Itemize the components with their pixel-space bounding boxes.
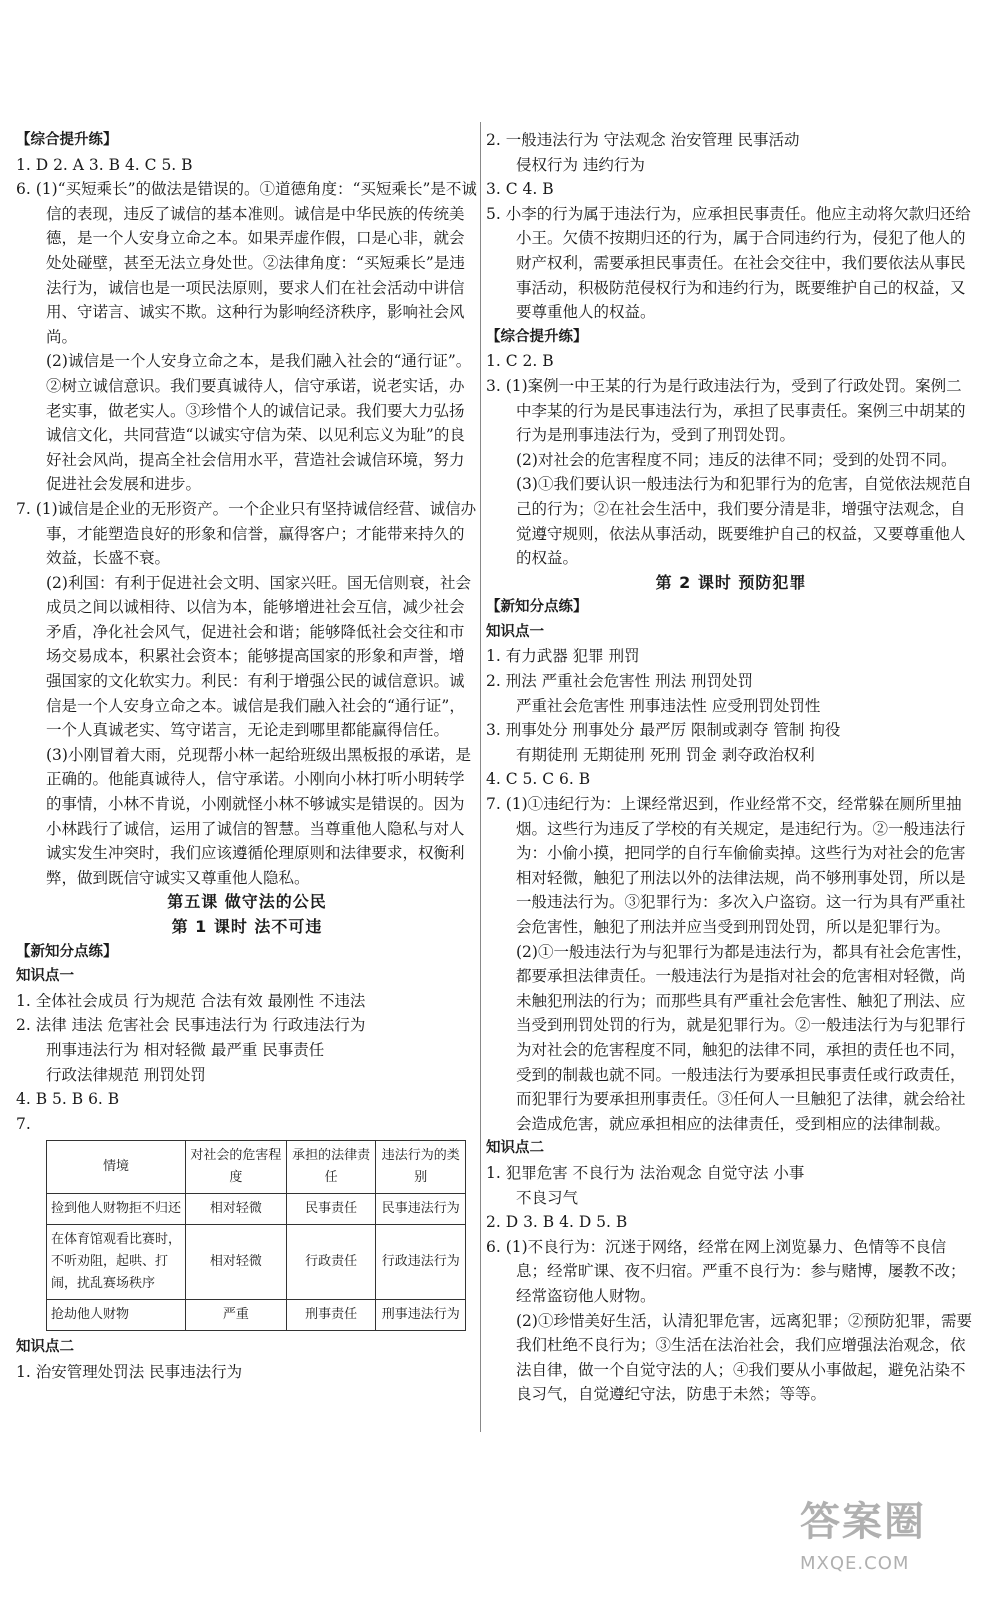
table-cell: 相对轻微 bbox=[186, 1225, 287, 1300]
knowledge-point-heading: 知识点二 bbox=[486, 1140, 544, 1157]
answer-line: 4. B 5. B 6. B bbox=[16, 1090, 120, 1109]
answer-line: 1. 治安管理处罚法 民事违法行为 bbox=[16, 1362, 243, 1381]
table-cell: 抢劫他人财物 bbox=[47, 1300, 186, 1331]
lesson-subtitle: 第 2 课时 预防犯罪 bbox=[655, 572, 807, 592]
answer-paragraph: (2)利国：有利于促进社会文明、国家兴旺。国无信则衰，社会成员之间以诚相待、以信为本，能够增进社会互信，减少社会矛盾，净化社会风气，促进社会和谐；能够降低社会交往和市场交易成本，积累社会资本；能够提高国家的形象和声誉，增强国家的文化软实力。利民：有利于增强公民的诚信意识。诚信是一个人安身立命之本。诚信是我们融入社会的“通行证”，一个人真诚老实、笃守诺言，无论走到哪里都能赢得信任。 bbox=[46, 573, 471, 740]
table-row bbox=[47, 1194, 466, 1225]
answer-line: 3. C 4. B bbox=[486, 180, 554, 199]
answer-line: 7. bbox=[16, 1114, 31, 1133]
answer-line: 严重社会危害性 刑事违法性 应受刑罚处罚性 bbox=[516, 696, 821, 715]
section-heading: 【综合提升练】 bbox=[486, 328, 588, 345]
watermark-logo-text: 答案圈 bbox=[800, 1499, 926, 1545]
answer-paragraph: (2)诚信是一个人安身立命之本，是我们融入社会的“通行证”。②树立诚信意识。我们要真诚待人，信守承诺，说老实话，办老实事，做老实人。③珍惜个人的诚信记录。我们要大力弘扬诚信文化，共同营造“以诚实守信为荣、以见利忘义为耻”的良好社会风尚，提高全社会信用水平，营造社会诚信环境，努力促进社会发展和进步。 bbox=[46, 352, 472, 494]
answer-line: 不良习气 bbox=[516, 1188, 579, 1207]
table-header: 对社会的危害程度 bbox=[186, 1141, 287, 1194]
table-header: 承担的法律责任 bbox=[286, 1141, 376, 1194]
answer-line: 1. 全体社会成员 行为规范 合法有效 最刚性 不违法 bbox=[16, 991, 366, 1010]
law-violation-table bbox=[46, 1140, 466, 1331]
table-row bbox=[47, 1300, 466, 1331]
answer-paragraph: 5. 小李的行为属于违法行为，应承担民事责任。他应主动将欠款归还给小王。欠债不按期归还的行为，属于合同违约行为，侵犯了他人的财产权利，需要承担民事责任。在社会交往中，我们要依法从事民事活动，积极防范侵权行为和违约行为，既要维护自己的权益，又要尊重他人的权益。 bbox=[486, 204, 971, 322]
table-cell: 刑事责任 bbox=[286, 1300, 376, 1331]
answer-paragraph: 6. (1)不良行为：沉迷于网络，经常在网上浏览暴力、色情等不良信息；经常旷课、夜不归宿。严重不良行为：参与赌博，屡教不改；经常盗窃他人财物。 bbox=[486, 1237, 966, 1305]
answer-paragraph: 7. (1)①违纪行为：上课经常迟到，作业经常不交，经常躲在厕所里抽烟。这些行为违反了学校的有关规定，是违纪行为。②一般违法行为：小偷小摸，把同学的自行车偷偷卖掉。这些行为对社会的危害相对轻微，触犯了刑法以外的法律法规，尚不够刑事处罚，所以是一般违法行为。③犯罪行为：多次入户盗窃。这一行为具有严重社会危害性，触犯了刑法并应当受到刑罚处罚，所以是犯罪行为。 bbox=[486, 795, 966, 936]
answer-line: 1. D 2. A 3. B 4. C 5. B bbox=[16, 155, 193, 174]
right-column bbox=[486, 128, 976, 1407]
table-cell: 捡到他人财物拒不归还 bbox=[47, 1194, 186, 1225]
answer-paragraph: 7. (1)诚信是企业的无形资产。一个企业只有坚持诚信经营、诚信办事，才能塑造良好的形象和信誉，赢得客户；才能带来持久的效益，长盛不衰。 bbox=[16, 499, 477, 568]
table-header: 情境 bbox=[47, 1141, 186, 1194]
table-cell: 行政责任 bbox=[286, 1225, 376, 1300]
lesson-title: 第五课 做守法的公民 bbox=[167, 892, 327, 912]
answer-paragraph: 3. (1)案例一中王某的行为是行政违法行为，受到了行政处罚。案例二中李某的行为是民事违法行为，承担了民事责任。案例三中胡某的行为是刑事违法行为，受到了刑罚处罚。 bbox=[486, 376, 966, 445]
table-cell: 在体育馆观看比赛时，不听劝阻，起哄、打闹，扰乱赛场秩序 bbox=[47, 1225, 186, 1300]
table-cell: 行政违法行为 bbox=[376, 1225, 466, 1300]
answer-line: 1. 犯罪危害 不良行为 法治观念 自觉守法 小事 bbox=[486, 1163, 805, 1182]
table-cell: 严重 bbox=[186, 1300, 287, 1331]
watermark-url-text: MXQE.COM bbox=[800, 1553, 910, 1574]
answer-line: 刑事违法行为 相对轻微 最严重 民事责任 bbox=[46, 1040, 325, 1059]
answer-paragraph: (3)小刚冒着大雨，兑现帮小林一起给班级出黑板报的承诺，是正确的。他能真诚待人，信守承诺。小刚向小林打听小明转学的事情，小林不肯说，小刚就怪小林不够诚实是错误的。因为小林践行了诚信，运用了诚信的智慧。当尊重他人隐私与对人诚实发生冲突时，我们应该遵循伦理原则和法律要求，权衡利弊，做到既信守诚实又尊重他人隐私。 bbox=[46, 745, 471, 887]
answer-line: 2. D 3. B 4. D 5. B bbox=[486, 1213, 628, 1232]
section-heading: 【新知分点练】 bbox=[16, 943, 118, 960]
lesson-subtitle: 第 1 课时 法不可违 bbox=[171, 917, 323, 936]
answer-paragraph: (2)①一般违法行为与犯罪行为都是违法行为，都具有社会危害性，都要承担法律责任。一般违法行为是指对社会的危害相对轻微，尚未触犯刑法的行为；而那些具有严重社会危害性、触犯了刑法、应当受到刑罚处罚的行为，就是犯罪行为。②一般违法行为与犯罪行为对社会的危害程度不同，触犯的法律不同，承担的责任也不同，受到的制裁也就不同。一般违法行为要承担民事责任或行政责任，而犯罪行为要承担刑事责任。③任何人一旦触犯了法律，就会给社会造成危害，就应承担相应的法律责任，受到相应的法律制裁。 bbox=[516, 942, 972, 1133]
table-cell: 刑事违法行为 bbox=[376, 1300, 466, 1331]
answer-line: 1. C 2. B bbox=[486, 352, 554, 371]
section-heading: 【新知分点练】 bbox=[486, 599, 588, 616]
answer-line: 2. 一般违法行为 守法观念 治安管理 民事活动 bbox=[486, 131, 800, 149]
table-header: 违法行为的类别 bbox=[376, 1141, 466, 1194]
answer-line: 1. 有力武器 犯罪 刑罚 bbox=[486, 647, 640, 666]
answer-paragraph: (3)①我们要认识一般违法行为和犯罪行为的危害，自觉依法规范自己的行为；②在社会生活中，我们要分清是非，增强守法观念，自觉遵守规则，依法从事活动，既要维护自己的权益，又要尊重他人的权益。 bbox=[516, 475, 972, 568]
answer-line: 有期徒刑 无期徒刑 死刑 罚金 剥夺政治权利 bbox=[516, 745, 815, 764]
site-watermark bbox=[800, 1490, 980, 1590]
table-header-row bbox=[47, 1141, 466, 1194]
answer-line: 4. C 5. C 6. B bbox=[486, 770, 591, 789]
answer-line: 3. 刑事处分 刑事处分 最严厉 限制或剥夺 管制 拘役 bbox=[486, 721, 841, 740]
answer-line: 行政法律规范 刑罚处罚 bbox=[46, 1065, 206, 1084]
answer-line: 2. 刑法 严重社会危害性 刑法 刑罚处罚 bbox=[486, 672, 753, 691]
left-column bbox=[16, 128, 478, 1385]
answer-line: 2. 法律 违法 危害社会 民事违法行为 行政违法行为 bbox=[16, 1016, 366, 1035]
knowledge-point-heading: 知识点二 bbox=[16, 1339, 74, 1356]
knowledge-point-heading: 知识点一 bbox=[16, 968, 74, 985]
table-row bbox=[47, 1225, 466, 1300]
column-divider bbox=[480, 122, 481, 1432]
table-cell: 民事责任 bbox=[286, 1194, 376, 1225]
table-cell: 相对轻微 bbox=[186, 1194, 287, 1225]
answer-paragraph: (2)①珍惜美好生活，认清犯罪危害，远离犯罪；②预防犯罪，需要我们杜绝不良行为；③生活在法治社会，我们应增强法治观念，依法自律，做一个自觉守法的人；④我们要从小事做起，避免沾染不良习气，自觉遵纪守法，防患于未然；等等。 bbox=[516, 1311, 972, 1404]
answer-line: 侵权行为 违约行为 bbox=[516, 155, 645, 174]
section-heading: 【综合提升练】 bbox=[16, 132, 118, 148]
knowledge-point-heading: 知识点一 bbox=[486, 623, 544, 640]
answer-paragraph: 6. (1)“买短乘长”的做法是错误的。①道德角度：“买短乘长”是不诚信的表现，违反了诚信的基本准则。诚信是中华民族的传统美德，是一个人安身立命之本。如果弄虚作假，口是心非，就会处处碰壁，甚至无法立身处世。②法律角度：“买短乘长”是违法行为，诚信也是一项民法原则，要求人们在社会活动中讲信用、守诺言、诚实不欺。这种行为影响经济秩序，影响社会风尚。 bbox=[16, 180, 477, 346]
table-cell: 民事违法行为 bbox=[376, 1194, 466, 1225]
answer-paragraph: (2)对社会的危害程度不同；违反的法律不同；受到的处罚不同。 bbox=[516, 450, 957, 469]
